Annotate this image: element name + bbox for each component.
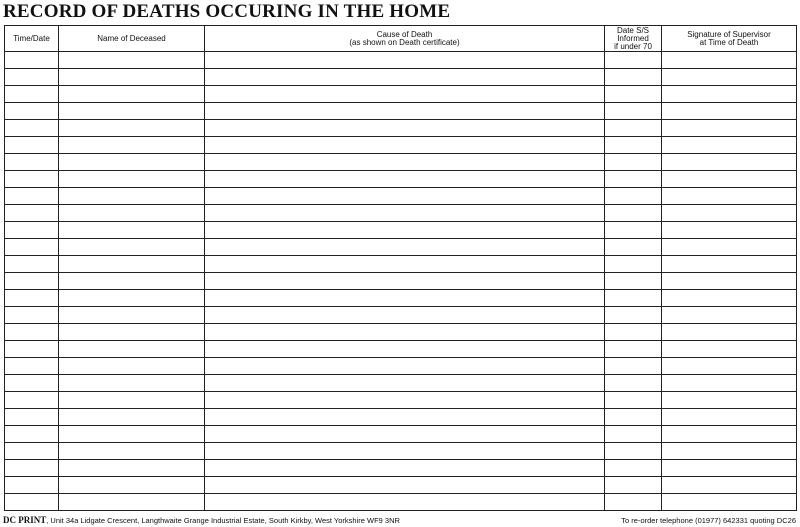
printer-brand: DC PRINT — [3, 515, 47, 525]
time-date-cell — [5, 137, 59, 154]
cause-of-death-cell — [205, 460, 605, 477]
supervisor-signature-cell — [662, 171, 797, 188]
cause-of-death-cell — [205, 103, 605, 120]
name-of-deceased-cell — [59, 154, 205, 171]
time-date-cell — [5, 341, 59, 358]
cause-of-death-cell — [205, 307, 605, 324]
table-row — [5, 154, 797, 171]
supervisor-signature-cell — [662, 222, 797, 239]
name-of-deceased-cell — [59, 443, 205, 460]
cause-of-death-cell — [205, 341, 605, 358]
date-ss-informed-cell — [605, 52, 662, 69]
supervisor-signature-cell — [662, 341, 797, 358]
cause-of-death-cell — [205, 256, 605, 273]
cause-of-death-cell — [205, 324, 605, 341]
name-of-deceased-cell — [59, 460, 205, 477]
time-date-cell — [5, 154, 59, 171]
supervisor-signature-cell — [662, 358, 797, 375]
date-ss-informed-cell — [605, 494, 662, 511]
date-ss-informed-cell — [605, 188, 662, 205]
supervisor-signature-cell — [662, 443, 797, 460]
name-of-deceased-cell — [59, 120, 205, 137]
table-header-row — [5, 26, 797, 52]
time-date-cell — [5, 477, 59, 494]
supervisor-signature-cell — [662, 375, 797, 392]
cause-of-death-cell — [205, 86, 605, 103]
date-ss-informed-cell — [605, 375, 662, 392]
cause-of-death-cell — [205, 239, 605, 256]
cause-of-death-cell — [205, 477, 605, 494]
name-of-deceased-cell — [59, 375, 205, 392]
supervisor-signature-cell — [662, 392, 797, 409]
supervisor-signature-cell — [662, 307, 797, 324]
name-of-deceased-cell — [59, 69, 205, 86]
time-date-cell — [5, 375, 59, 392]
cause-of-death-cell — [205, 290, 605, 307]
reorder-note: To re-order telephone (01977) 642331 quoting DC26 — [621, 516, 796, 525]
supervisor-signature-cell — [662, 273, 797, 290]
name-of-deceased-cell — [59, 86, 205, 103]
date-ss-informed-cell — [605, 392, 662, 409]
cause-of-death-cell — [205, 443, 605, 460]
supervisor-signature-cell — [662, 460, 797, 477]
date-ss-informed-cell — [605, 324, 662, 341]
date-ss-informed-cell — [605, 460, 662, 477]
header-line: Name of Deceased — [97, 33, 166, 43]
time-date-cell — [5, 188, 59, 205]
supervisor-signature-cell — [662, 426, 797, 443]
table-row — [5, 120, 797, 137]
supervisor-signature-cell — [662, 86, 797, 103]
header-line: Cause of Death — [376, 29, 433, 39]
supervisor-signature-cell — [662, 324, 797, 341]
printer-footer — [3, 515, 400, 525]
date-ss-informed-cell — [605, 409, 662, 426]
date-ss-informed-cell — [605, 205, 662, 222]
date-ss-informed-cell — [605, 256, 662, 273]
time-date-cell — [5, 120, 59, 137]
header-line: Date S/S — [616, 25, 649, 35]
cause-of-death-cell — [205, 69, 605, 86]
header-supervisor-signature — [662, 26, 797, 52]
name-of-deceased-cell — [59, 392, 205, 409]
date-ss-informed-cell — [605, 477, 662, 494]
header-line: at Time of Death — [699, 37, 759, 47]
time-date-cell — [5, 443, 59, 460]
time-date-cell — [5, 307, 59, 324]
name-of-deceased-cell — [59, 137, 205, 154]
table-row — [5, 171, 797, 188]
name-of-deceased-cell — [59, 205, 205, 222]
printer-address: , Unit 34a Lidgate Crescent, Langthwaite Grange Industrial Estate, South Kirkby, West Yorkshire WF9 3NR — [46, 516, 400, 525]
table-row — [5, 188, 797, 205]
cause-of-death-cell — [205, 171, 605, 188]
cause-of-death-cell — [205, 120, 605, 137]
time-date-cell — [5, 494, 59, 511]
date-ss-informed-cell — [605, 341, 662, 358]
cause-of-death-cell — [205, 273, 605, 290]
table-row — [5, 375, 797, 392]
supervisor-signature-cell — [662, 103, 797, 120]
table-row — [5, 494, 797, 511]
cause-of-death-cell — [205, 392, 605, 409]
date-ss-informed-cell — [605, 137, 662, 154]
name-of-deceased-cell — [59, 290, 205, 307]
supervisor-signature-cell — [662, 120, 797, 137]
table-row — [5, 205, 797, 222]
name-of-deceased-cell — [59, 171, 205, 188]
header-line: Signature of Supervisor — [687, 29, 771, 39]
name-of-deceased-cell — [59, 256, 205, 273]
date-ss-informed-cell — [605, 273, 662, 290]
cause-of-death-cell — [205, 52, 605, 69]
cause-of-death-cell — [205, 222, 605, 239]
table-row — [5, 409, 797, 426]
name-of-deceased-cell — [59, 222, 205, 239]
supervisor-signature-cell — [662, 69, 797, 86]
time-date-cell — [5, 273, 59, 290]
supervisor-signature-cell — [662, 188, 797, 205]
header-line: (as shown on Death certificate) — [349, 37, 460, 47]
name-of-deceased-cell — [59, 188, 205, 205]
header-date-ss-informed — [605, 26, 662, 52]
deaths-record-table — [4, 25, 797, 511]
time-date-cell — [5, 239, 59, 256]
name-of-deceased-cell — [59, 494, 205, 511]
supervisor-signature-cell — [662, 494, 797, 511]
time-date-cell — [5, 324, 59, 341]
name-of-deceased-cell — [59, 239, 205, 256]
table-row — [5, 222, 797, 239]
name-of-deceased-cell — [59, 273, 205, 290]
table-row — [5, 341, 797, 358]
time-date-cell — [5, 52, 59, 69]
time-date-cell — [5, 171, 59, 188]
supervisor-signature-cell — [662, 205, 797, 222]
time-date-cell — [5, 222, 59, 239]
date-ss-informed-cell — [605, 426, 662, 443]
table-row — [5, 307, 797, 324]
table-row — [5, 290, 797, 307]
supervisor-signature-cell — [662, 52, 797, 69]
name-of-deceased-cell — [59, 358, 205, 375]
time-date-cell — [5, 205, 59, 222]
table-row — [5, 137, 797, 154]
date-ss-informed-cell — [605, 307, 662, 324]
table-row — [5, 273, 797, 290]
date-ss-informed-cell — [605, 222, 662, 239]
supervisor-signature-cell — [662, 290, 797, 307]
name-of-deceased-cell — [59, 307, 205, 324]
cause-of-death-cell — [205, 358, 605, 375]
page-title: RECORD OF DEATHS OCCURING IN THE HOME — [3, 1, 451, 22]
name-of-deceased-cell — [59, 324, 205, 341]
time-date-cell — [5, 392, 59, 409]
table-row — [5, 443, 797, 460]
date-ss-informed-cell — [605, 443, 662, 460]
table-row — [5, 103, 797, 120]
date-ss-informed-cell — [605, 239, 662, 256]
table-body — [5, 52, 797, 511]
table-row — [5, 239, 797, 256]
date-ss-informed-cell — [605, 69, 662, 86]
time-date-cell — [5, 426, 59, 443]
cause-of-death-cell — [205, 426, 605, 443]
date-ss-informed-cell — [605, 103, 662, 120]
table-row — [5, 358, 797, 375]
supervisor-signature-cell — [662, 256, 797, 273]
table-row — [5, 52, 797, 69]
table-row — [5, 460, 797, 477]
time-date-cell — [5, 290, 59, 307]
date-ss-informed-cell — [605, 86, 662, 103]
cause-of-death-cell — [205, 137, 605, 154]
time-date-cell — [5, 69, 59, 86]
table-row — [5, 86, 797, 103]
date-ss-informed-cell — [605, 120, 662, 137]
date-ss-informed-cell — [605, 290, 662, 307]
time-date-cell — [5, 460, 59, 477]
name-of-deceased-cell — [59, 477, 205, 494]
supervisor-signature-cell — [662, 409, 797, 426]
table-row — [5, 477, 797, 494]
table-row — [5, 324, 797, 341]
header-name-of-deceased — [59, 26, 205, 52]
header-line: Time/Date — [13, 33, 50, 43]
time-date-cell — [5, 86, 59, 103]
header-line: if under 70 — [614, 41, 652, 51]
name-of-deceased-cell — [59, 341, 205, 358]
name-of-deceased-cell — [59, 409, 205, 426]
date-ss-informed-cell — [605, 154, 662, 171]
time-date-cell — [5, 409, 59, 426]
time-date-cell — [5, 103, 59, 120]
table-row — [5, 69, 797, 86]
table-row — [5, 256, 797, 273]
cause-of-death-cell — [205, 188, 605, 205]
time-date-cell — [5, 358, 59, 375]
cause-of-death-cell — [205, 375, 605, 392]
table-row — [5, 392, 797, 409]
name-of-deceased-cell — [59, 52, 205, 69]
name-of-deceased-cell — [59, 426, 205, 443]
supervisor-signature-cell — [662, 477, 797, 494]
cause-of-death-cell — [205, 205, 605, 222]
cause-of-death-cell — [205, 409, 605, 426]
supervisor-signature-cell — [662, 137, 797, 154]
supervisor-signature-cell — [662, 154, 797, 171]
name-of-deceased-cell — [59, 103, 205, 120]
header-cause-of-death — [205, 26, 605, 52]
date-ss-informed-cell — [605, 171, 662, 188]
cause-of-death-cell — [205, 154, 605, 171]
cause-of-death-cell — [205, 494, 605, 511]
time-date-cell — [5, 256, 59, 273]
header-time-date — [5, 26, 59, 52]
table-row — [5, 426, 797, 443]
header-line: Informed — [617, 33, 649, 43]
date-ss-informed-cell — [605, 358, 662, 375]
supervisor-signature-cell — [662, 239, 797, 256]
